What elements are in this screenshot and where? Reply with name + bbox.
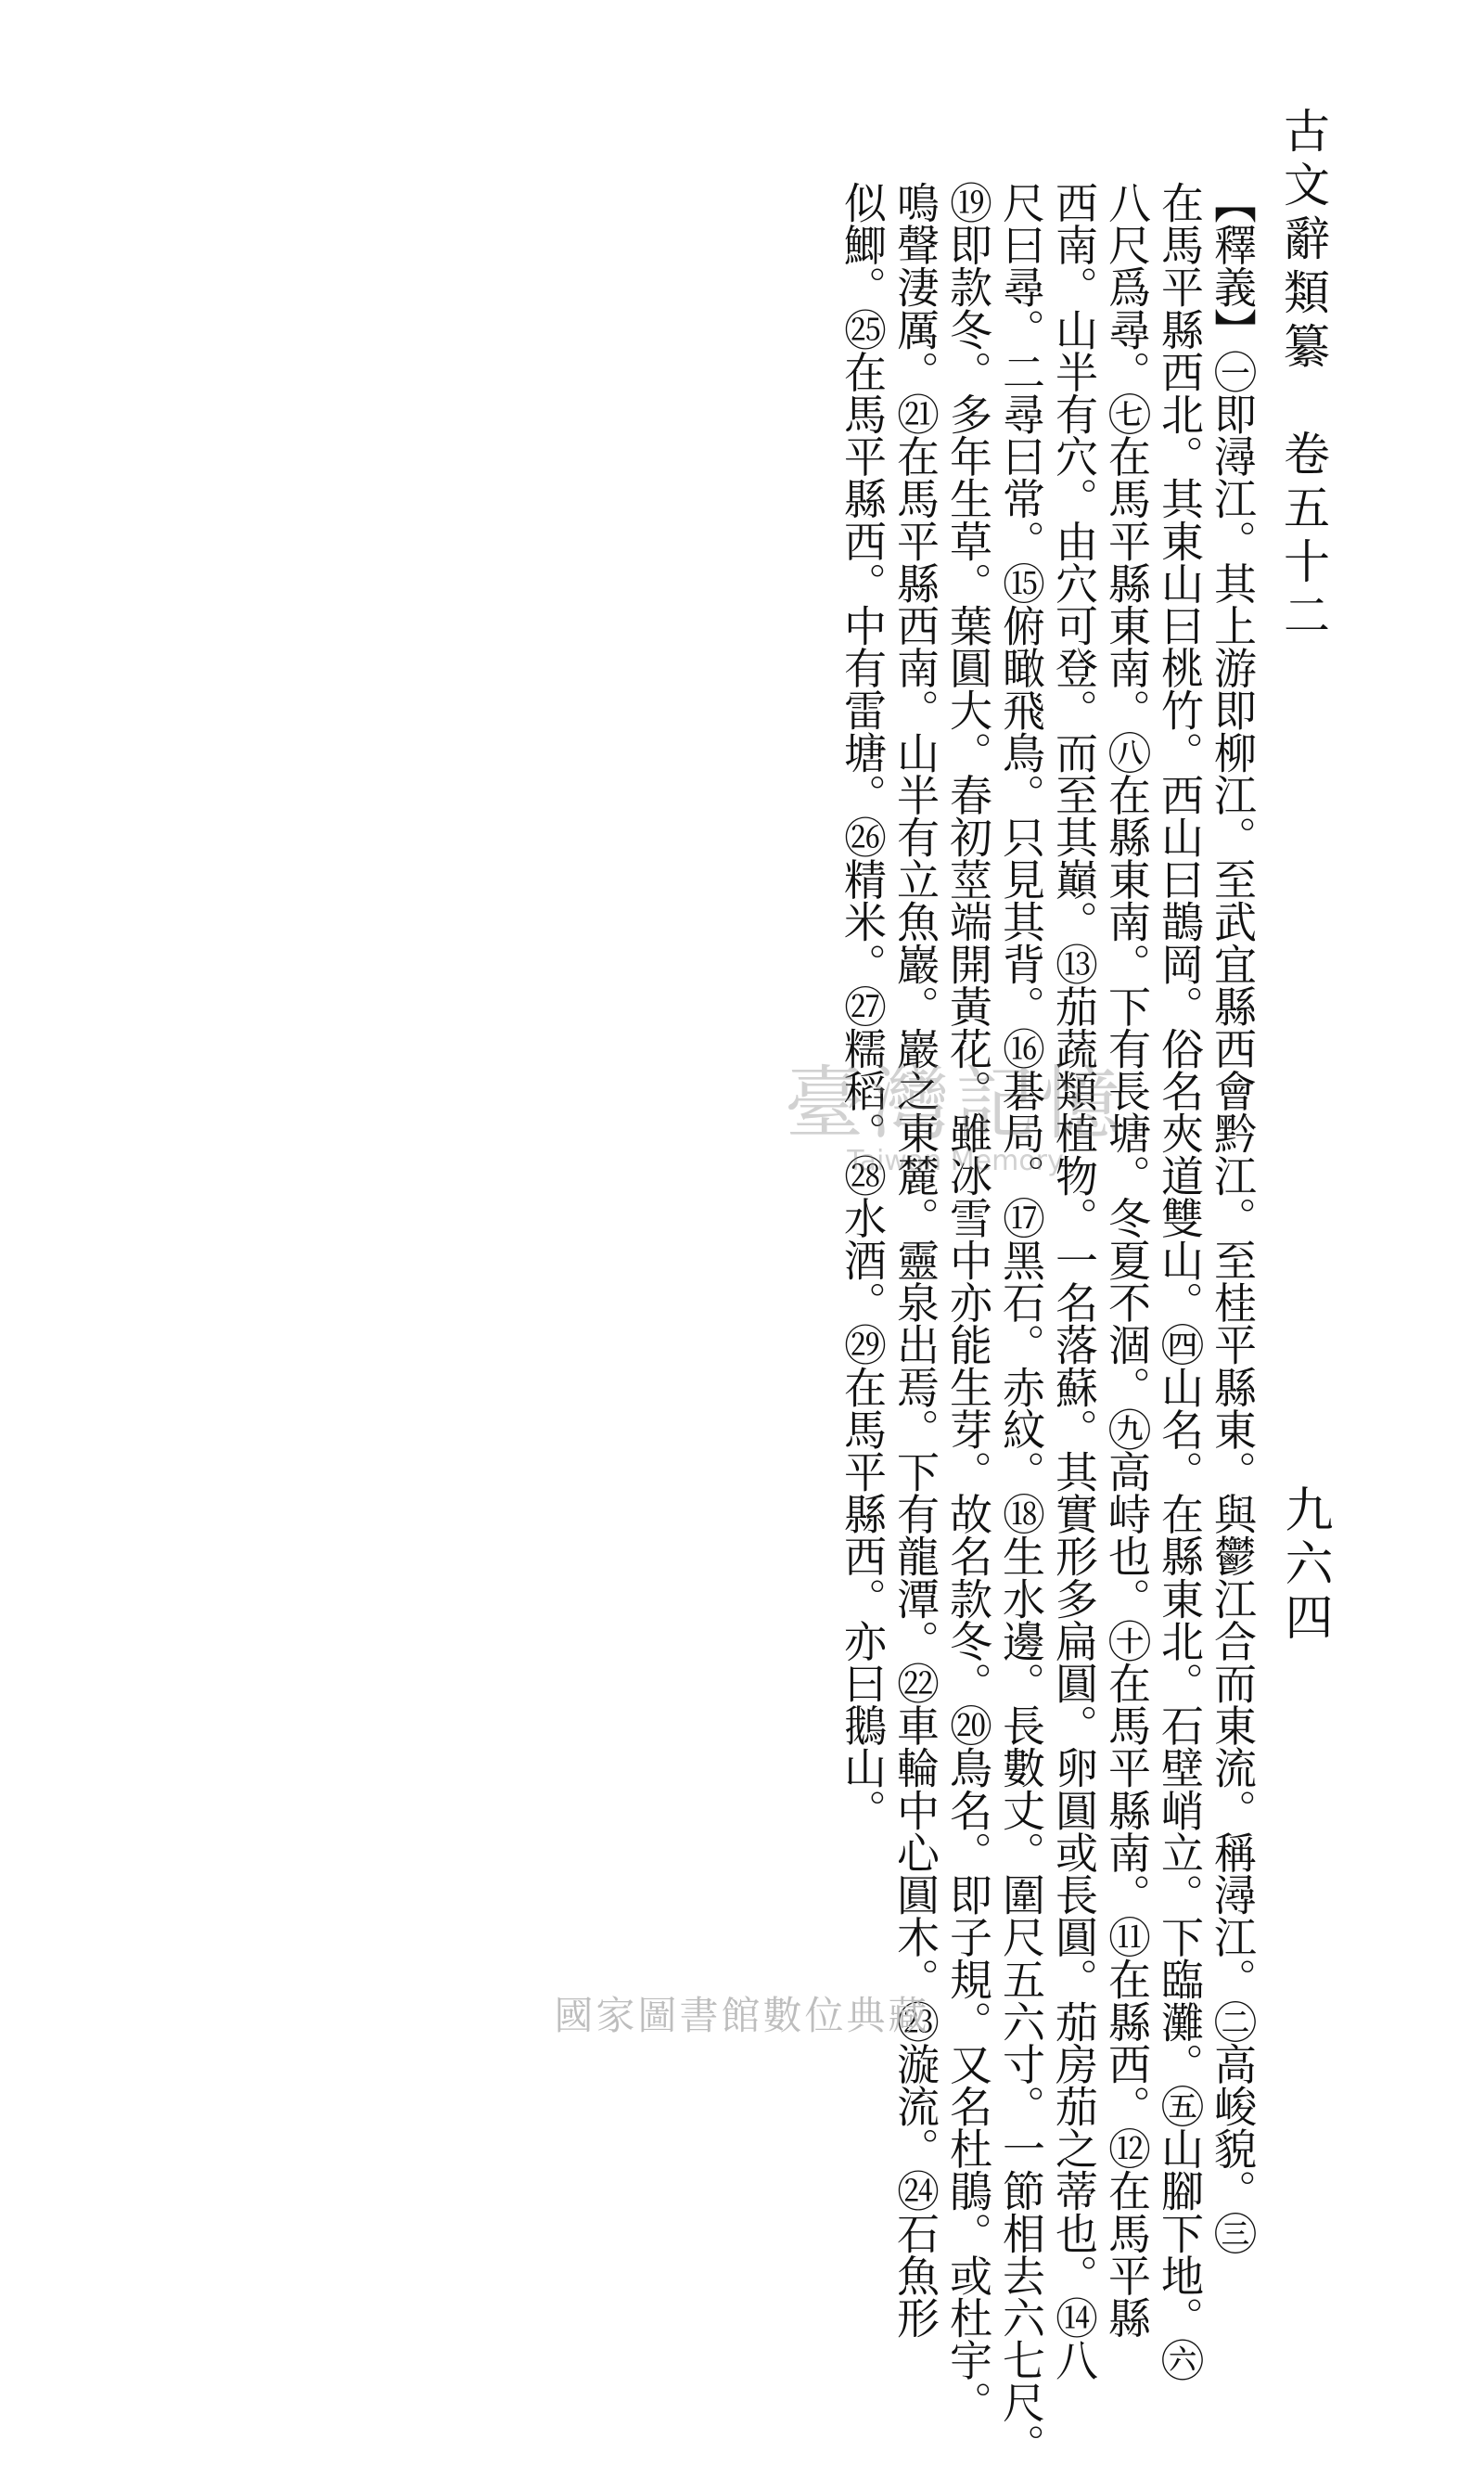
text-column: 西南。山半有穴。由穴可登。而至其巔。⑬茄蔬類植物。一名落蘇。其實形多扁圓。卵圓或長圓。茄房茄之蒂也。⑭八 xyxy=(1049,181,1099,2382)
page-number: 九六四 xyxy=(1276,1484,1332,1646)
text-column: 【釋義】㊀即潯江。其上游即柳江。至武宜縣西會黔江。至桂平縣東。與鬱江合而東流。稱潯江。㊁高峻貌。㊂ xyxy=(1208,181,1258,2254)
text-column: 鳴聲淒厲。㉑在馬平縣西南。山半有立魚巖。巖之東麓。靈泉出焉。下有龍潭。㉒車輪中心圓木。㉓漩流。㉔石魚形 xyxy=(890,181,940,2339)
text-column: 似鯽。㉕在馬平縣西。中有雷塘。㉖精米。㉗糯稻。㉘水酒。㉙在馬平縣西。亦曰鵝山。 xyxy=(838,181,888,1831)
text-column: ⑲即款冬。多年生草。葉圓大。春初莖端開黃花。雖冰雪中亦能生芽。故名款冬。⑳鳥名。即子規。又名杜鵑。或杜宇。 xyxy=(943,181,993,2423)
text-column: 在馬平縣西北。其東山曰桃竹。西山曰鵲岡。俗名夾道雙山。㊃山名。在縣東北。石壁峭立。下臨灘。㊄山腳下地。㊅ xyxy=(1155,181,1205,2382)
text-column: 八尺爲尋。㊆在馬平縣東南。㊇在縣東南。下有長塘。冬夏不涸。㊈高峙也。㊉在馬平縣南。⑪在縣西。⑫在馬平縣 xyxy=(1102,181,1152,2339)
footer-credit: 國家圖書館數位典藏 xyxy=(554,1993,930,2038)
page-title: 古文辭類纂 卷五十二 xyxy=(1276,107,1330,645)
watermark-main: 臺灣記憶 xyxy=(785,1058,1126,1150)
watermark-sub: Taiwan Memory xyxy=(847,1145,1064,1177)
text-column: 尺曰尋。二尋曰常。⑮俯瞰飛鳥。只見其背。⑯碁局。⑰黑石。赤紋。⑱生水邊。長數丈。圍尺五六寸。一節相去六七尺。 xyxy=(996,181,1046,2465)
